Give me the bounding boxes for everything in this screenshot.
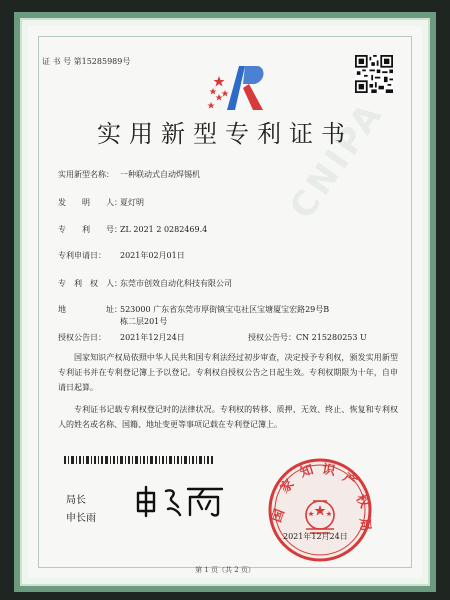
field-address bbox=[58, 304, 329, 315]
certificate-number: 证 书 号 第15285989号 bbox=[42, 57, 131, 66]
field-value: 夏灯明 bbox=[120, 198, 144, 207]
field-label: 专利申请日： bbox=[58, 251, 106, 260]
field-label: 发 明 人： bbox=[58, 198, 122, 207]
field-value: 2021年02月01日 bbox=[120, 251, 185, 260]
svg-text:国: 国 bbox=[269, 507, 288, 525]
address-line-2: 栋二层201号 bbox=[120, 317, 168, 326]
field-application-date bbox=[58, 250, 185, 261]
svg-text:知: 知 bbox=[298, 462, 316, 481]
svg-text:产: 产 bbox=[339, 470, 359, 491]
field-label: 专 利 号： bbox=[58, 225, 122, 234]
field-utility-name bbox=[58, 169, 200, 180]
official-seal-icon bbox=[265, 455, 375, 565]
field-label: 实用新型名称： bbox=[58, 170, 114, 179]
svg-text:家: 家 bbox=[277, 476, 298, 497]
qr-code-icon bbox=[355, 55, 393, 93]
field-value: ZL 2021 2 0282469.4 bbox=[120, 225, 208, 234]
announcement-number: 授权公告号：CN 215280253 U bbox=[248, 333, 367, 342]
field-inventor bbox=[58, 197, 144, 208]
cnipa-watermark: CNIPA bbox=[282, 93, 392, 227]
field-patent-number bbox=[58, 224, 207, 235]
field-value: 东莞市创效自动化科技有限公司 bbox=[120, 279, 232, 288]
handwritten-signature bbox=[132, 483, 227, 518]
barcode-icon bbox=[64, 456, 214, 464]
field-label: 授权公告日： bbox=[58, 333, 106, 342]
page-number: 第 1 页（共 2 页） bbox=[195, 566, 255, 574]
page-title: 实用新型专利证书 bbox=[97, 120, 353, 148]
signature-title: 局长 bbox=[66, 495, 86, 506]
svg-text:权: 权 bbox=[352, 492, 372, 511]
cnipa-logo-icon bbox=[205, 62, 275, 114]
paragraph-grant: 国家知识产权局依照中华人民共和国专利法经过初步审查，决定授予专利权，颁发实用新型专利证书并在专利登记簿上予以登记。专利权自授权公告之日起生效。专利权期限为十年，自申请日起算。 bbox=[58, 353, 398, 392]
field-grant-date bbox=[58, 332, 185, 343]
seal-date: 2021年12月24日 bbox=[283, 532, 348, 541]
signature-name: 申长雨 bbox=[66, 513, 96, 524]
field-label: 地 址： bbox=[58, 305, 122, 314]
paragraph-legal-status: 专利证书记载专利权登记时的法律状况。专利权的转移、质押、无效、终止、恢复和专利权人的姓名或名称、国籍、地址变更等事项记载在专利登记簿上。 bbox=[58, 405, 398, 429]
field-patentee bbox=[58, 278, 232, 289]
field-value: 2021年12月24日 bbox=[120, 333, 185, 342]
svg-text:识: 识 bbox=[320, 462, 337, 480]
field-value: 523000 广东省东莞市厚街镇宝屯社区宝塘厦宝宏路29号B bbox=[120, 305, 330, 314]
field-label: 专 利 权 人： bbox=[58, 279, 122, 288]
svg-text:局: 局 bbox=[356, 517, 373, 532]
field-value: 一种联动式自动焊锡机 bbox=[120, 170, 200, 179]
